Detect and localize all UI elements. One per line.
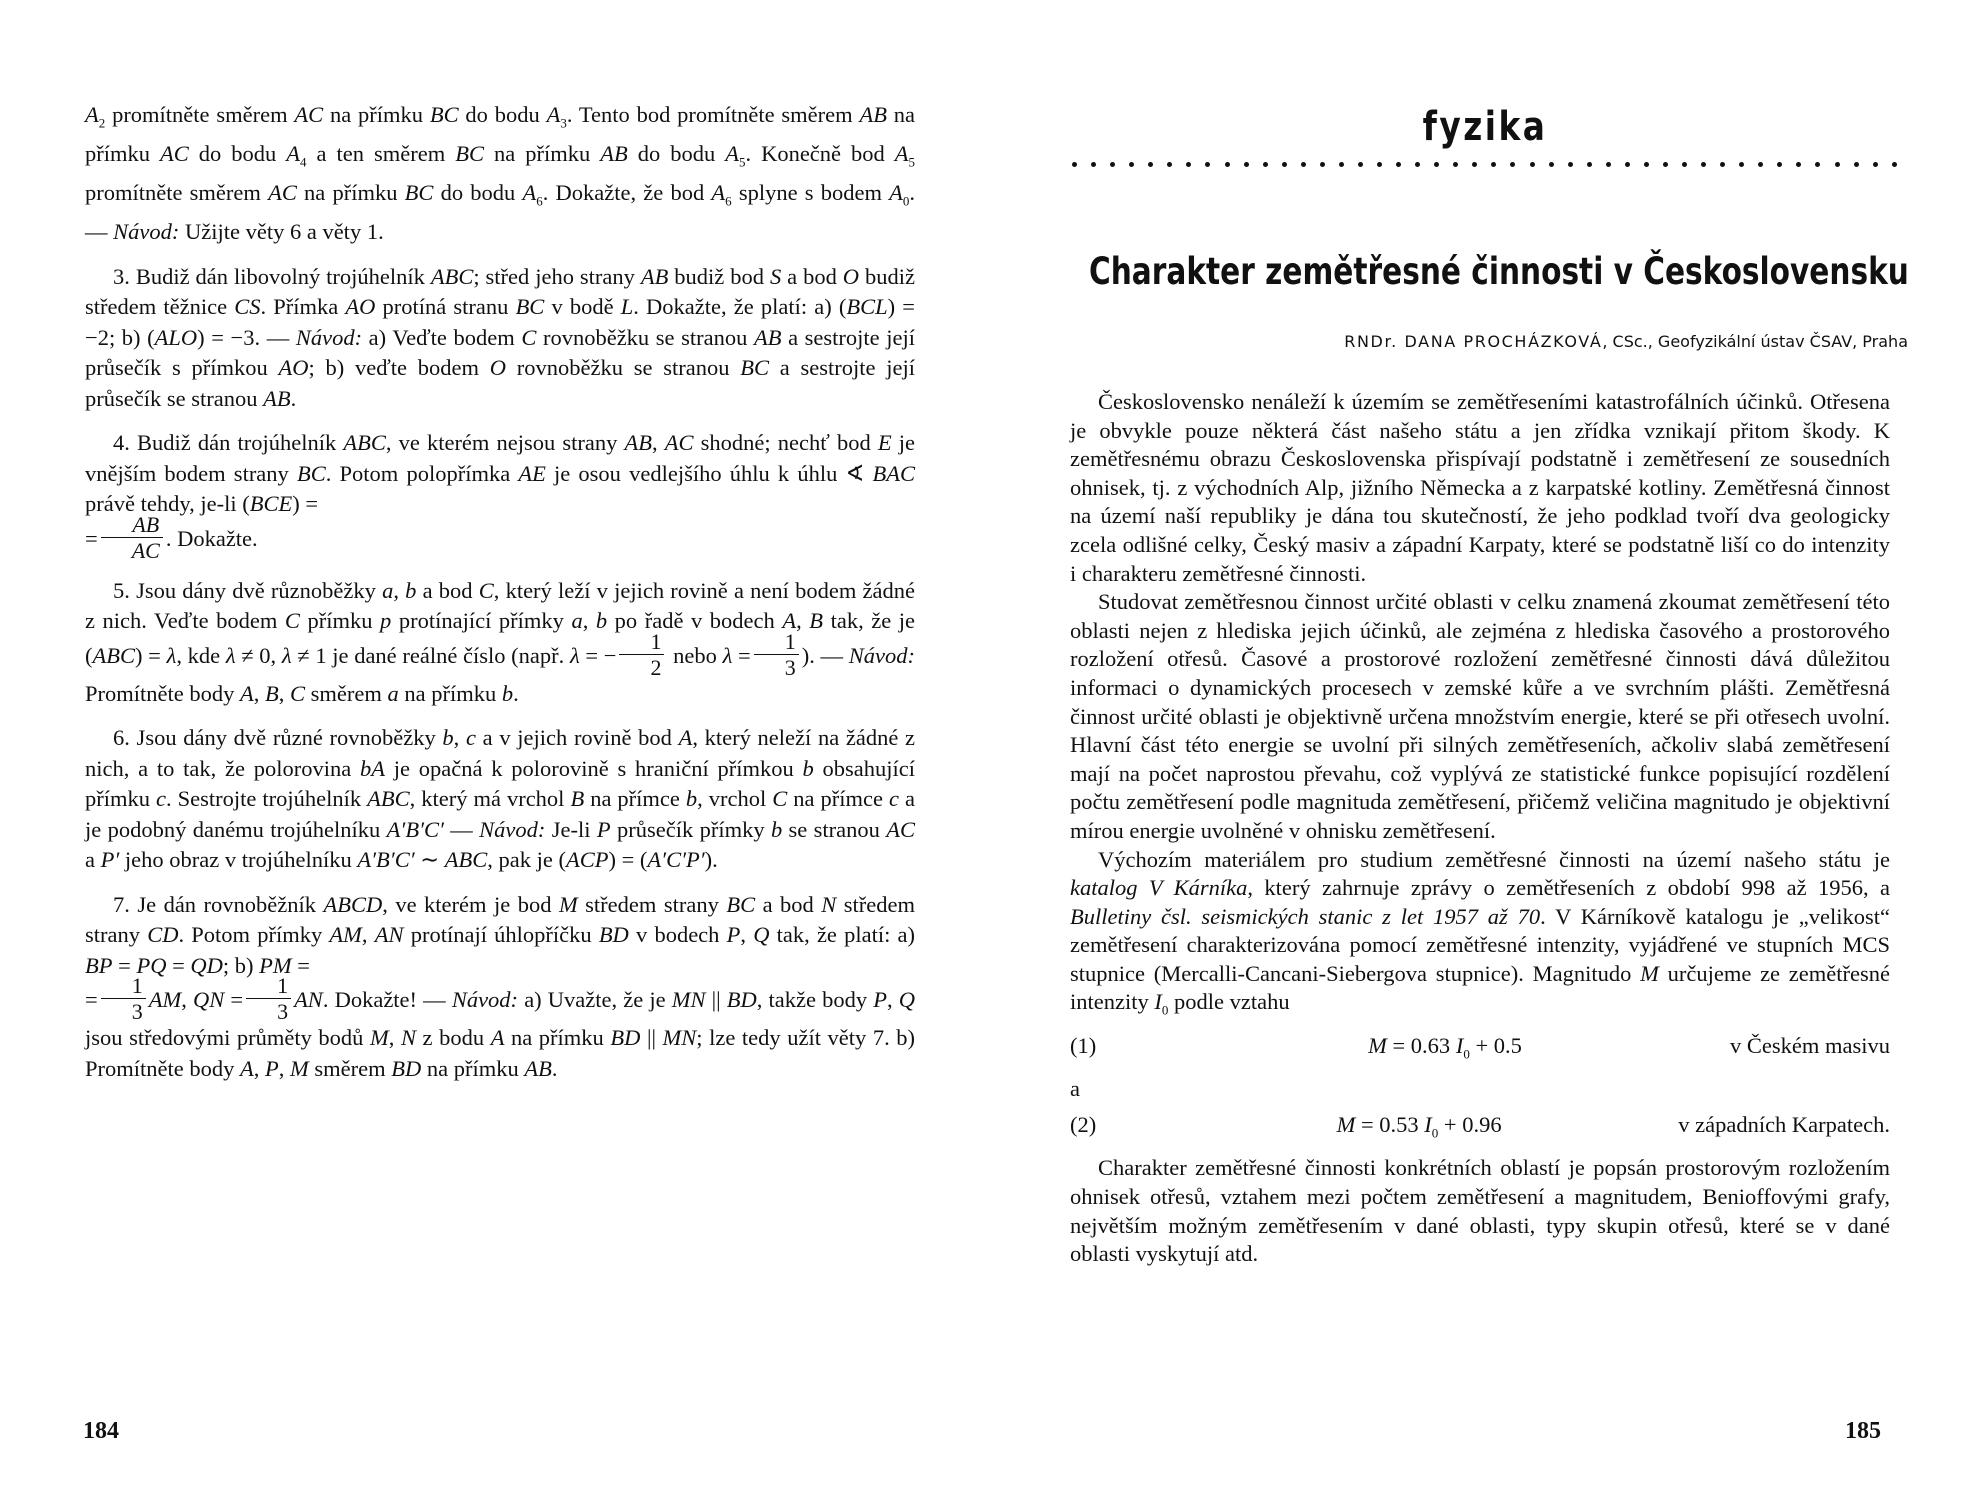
rule-dot	[1796, 162, 1801, 167]
rule-dot	[1415, 162, 1420, 167]
rule-dot	[1739, 162, 1744, 167]
article-byline	[990, 332, 1908, 351]
rule-dot	[1148, 162, 1153, 167]
paragraph-6: 6. Jsou dány dvě různé rovnoběžky b, c a v jejich rovině bod A, který neleží na žádné z nich, a to tak, že polorovina bA je opačná k polorovině s hraniční přímkou b obsahující přímku c. Sestrojte trojúhelník ABC, který má vrchol B na přímce b, vrchol C na přímce c a je podobný danému trojúhelníku A′B′C′ — Návod: Je-li P průsečík přímky b se stranou AC a P′ jeho obraz v trojúhelníku A′B′C′ ∼ ABC, pak je (ACP) = (A′C′P′).	[85, 725, 916, 872]
paragraph-5: 5. Jsou dány dvě různoběžky a, b a bod C, který leží v jejich rovině a není bodem žádné z nich. Veďte bodem C přímku p protínající přímky a, b po řadě v bodech A, B tak, že je (ABC) = λ, kde λ ≠ 0, λ ≠ 1 je dané reálné číslo (např. λ = − $\frac{1}{2}$ nebo λ = $\frac{1}{3}$ ). — Návod: Promítněte body A, B, C směrem a na přímku b.	[85, 577, 916, 706]
rule-dot	[1530, 162, 1535, 167]
rule-dot	[1854, 162, 1859, 167]
article-paragraph-1: Československo nenáleží k územím se zemětřeseními katastrofálních účinků. Otřesena je obvykle pouze některá část našeho státu a jen zřídka vznikají přitom škody. K zemětřesnému obrazu Československa přispívají podstatně i zemětřesení ze sousedních ohnisek, tj. z východních Alp, jižního Německa a z karpatské kotliny. Zemětřesná činnost na území naší republiky je dána tou skutečností, že jeho podklad tvoří dva geologicky zcela odlišné celky, Český masiv a západní Karpaty, které se podstatně liší co do intenzity i charakteru zemětřesné činnosti.	[1070, 389, 1890, 586]
equation-1-formula: M = 0.63 $I_0 + 0.5$	[1368, 1032, 1522, 1062]
page-number-left: 184	[83, 1418, 119, 1444]
rule-dot	[1815, 162, 1820, 167]
article-body	[1070, 388, 1890, 1269]
rule-dot	[1339, 162, 1344, 167]
rule-dot	[1625, 162, 1630, 167]
rule-dot	[1396, 162, 1401, 167]
right-page	[990, 0, 1980, 1500]
rule-dot	[1225, 162, 1230, 167]
rule-dot	[1301, 162, 1306, 167]
rule-dot	[1587, 162, 1592, 167]
rule-dot	[1892, 162, 1897, 167]
equation-2	[1070, 1111, 1890, 1148]
paragraph-7: 7. Je dán rovnoběžník ABCD, ve kterém je bod M středem strany BC a bod N středem strany CD. Potom přímky AM, AN protínají úhlopříčku BD v bodech P, Q tak, že platí: a) BP = PQ = QD; b) PM = = $\frac{1}{3}$ AM, QN = $\frac{1}{3}$ AN. Dokažte! — Návod: a) Uvažte, že je MN || BD, takže body P, Q jsou středovými průměty bodů M, N z bodu A na přímku BD || MN; lze tedy užít věty 7. b) Promítněte body A, P, M směrem BD na přímku AB.	[85, 891, 916, 1081]
rule-dot	[1358, 162, 1363, 167]
equation-1	[1070, 1032, 1890, 1069]
rule-dot	[1644, 162, 1649, 167]
rule-dot	[1186, 162, 1191, 167]
rule-dot	[1129, 162, 1134, 167]
paragraph-3: 3. Budiž dán libovolný trojúhelník ABC; střed jeho strany AB budiž bod S a bod O budiž středem těžnice CS. Přímka AO protíná stranu BC v bodě L. Dokažte, že platí: a) (BCL) = −2; b) (ALO) = −3. — Návod: a) Veďte bodem C rovnoběžku se stranou AB a sestrojte její průsečík s přímkou AO; b) veďte bodem O rovnoběžku se stranou BC a sestrojte její průsečík se stranou AB.	[85, 263, 916, 411]
rule-dot	[1758, 162, 1763, 167]
dotted-rule	[1072, 162, 1897, 170]
rule-dot	[1320, 162, 1325, 167]
paragraph-4: 4. Budiž dán trojúhelník ABC, ve kterém nejsou strany AB, AC shodné; nechť bod E je vnějším bodem strany BC. Potom polopřímka AE je osou vedlejšího úhlu k úhlu ∢ BAC právě tehdy, je-li (BCE) = = $\frac{AB}{AC}$ . Dokažte.	[85, 430, 915, 563]
equation-1-number: (1)	[1070, 1032, 1097, 1058]
rule-dot	[1472, 162, 1477, 167]
rule-dot	[1434, 162, 1439, 167]
rule-dot	[1263, 162, 1268, 167]
rule-dot	[1663, 162, 1668, 167]
equation-1-note: v Českém masivu	[1730, 1032, 1890, 1058]
fraction-one-third: $\frac{1}{3}$	[754, 631, 799, 679]
rule-dot	[1701, 162, 1706, 167]
rule-dot	[1835, 162, 1840, 167]
article-title: Charakter zemětřesné činnosti v Československu	[1089, 250, 1909, 293]
rule-dot	[1091, 162, 1096, 167]
fraction-ab-ac: $\frac{AB}{AC}$	[101, 514, 163, 562]
rule-dot	[1167, 162, 1172, 167]
fraction-one-third-an: $\frac{1}{3}$	[246, 975, 291, 1023]
article-paragraph-2: Studovat zemětřesnou činnost určité oblasti v celku znamená zkoumat zemětřesení této oblasti nejen z hlediska jejich účinků, ale zejména z hlediska časového a prostorového rozložení otřesů. Časové a prostorové rozložení zemětřesné činnosti dává důležitou informaci o dynamických procesech v zemské kůře a ve svrchním plášti. Zemětřesná činnost určité oblasti je objektivně určena množstvím energie, které se při otřesech uvolní. Hlavní část této energie se uvolní při silných zemětřeseních, ačkoliv slabá zemětřesení mají na počet naprostou převahu, což vyplývá ze statistické funkce popisující rozdělení počtu zemětřesení podle magnituda zemětřesení, přičemž veličina magnitudo je objektivní mírou energie uvolněné v ohnisku zemětřesení.	[1070, 589, 1890, 843]
rule-dot	[1282, 162, 1287, 167]
article-paragraph-4: Charakter zemětřesné činnosti konkrétních oblastí je popsán prostorovým rozložením ohnisek otřesů, vztahem mezi počtem zemětřesení a magnitudem, Benioffovými grafy, největším možným zemětřesením v dané oblasti, typy skupin otřesů, které se v dané oblasti vyskytují atd.	[1070, 1155, 1890, 1267]
rule-dot	[1606, 162, 1611, 167]
rule-dot	[1777, 162, 1782, 167]
rule-dot	[1549, 162, 1554, 167]
byline-affiliation: , CSc., Geofyzikální ústav ČSAV, Praha	[1602, 332, 1908, 351]
rule-dot	[1568, 162, 1573, 167]
rule-dot	[1205, 162, 1210, 167]
rule-dot	[1244, 162, 1249, 167]
fraction-one-third-am: $\frac{1}{3}$	[101, 975, 146, 1023]
rule-dot	[1682, 162, 1687, 167]
equation-2-formula: M = 0.53 $I_0 + 0.96$	[1336, 1112, 1502, 1141]
fraction-one-half: $\frac{1}{2}$	[619, 631, 664, 679]
equation-2-note: v západních Karpatech.	[1678, 1112, 1890, 1138]
equation-join: a	[1070, 1075, 1080, 1101]
section-heading: fyzika	[1422, 104, 1548, 150]
page-number-right: 185	[1845, 1418, 1881, 1444]
rule-dot	[1377, 162, 1382, 167]
byline-author: RNDr. DANA PROCHÁZKOVÁ	[1344, 332, 1603, 351]
rule-dot	[1453, 162, 1458, 167]
article-paragraph-3: Výchozím materiálem pro studium zemětřesné činnosti na území našeho státu je katalog V Kárníka, který zahrnuje zprávy o zemětřeseních z období 998 až 1956, a Bulletiny čsl. seismických stanic z let 1957 až 70. V Kárníkově katalogu je „velikost“ zemětřesení charakterizována pomocí zemětřesné intenzity, vyjádřené ve stupních MCS stupnice (Mercalli-Cancani-Siebergova stupnice). Magnitudo M určujeme ze zemětřesné intenzity $I_0$ podle vztahu	[1070, 846, 1890, 1018]
rule-dot	[1720, 162, 1725, 167]
equation-2-number: (2)	[1070, 1112, 1097, 1138]
left-page-text	[85, 100, 915, 1098]
rule-dot	[1072, 162, 1077, 167]
rule-dot	[1873, 162, 1878, 167]
rule-dot	[1510, 162, 1515, 167]
paragraph-2-continued: $A_2$ promítněte směrem AC na přímku BC do bodu $A_3$. Tento bod promítněte směrem AB na přímku AC do bodu $A_4$ a ten směrem BC na přímku AB do bodu $A_5$. Konečně bod $A_5$ promítněte směrem AC na přímku BC do bodu $A_6$. Dokažte, že bod $A_6$ splyne s bodem $A_0$. — Návod: Užijte věty 6 a věty 1.	[85, 102, 916, 244]
rule-dot	[1491, 162, 1496, 167]
rule-dot	[1110, 162, 1115, 167]
